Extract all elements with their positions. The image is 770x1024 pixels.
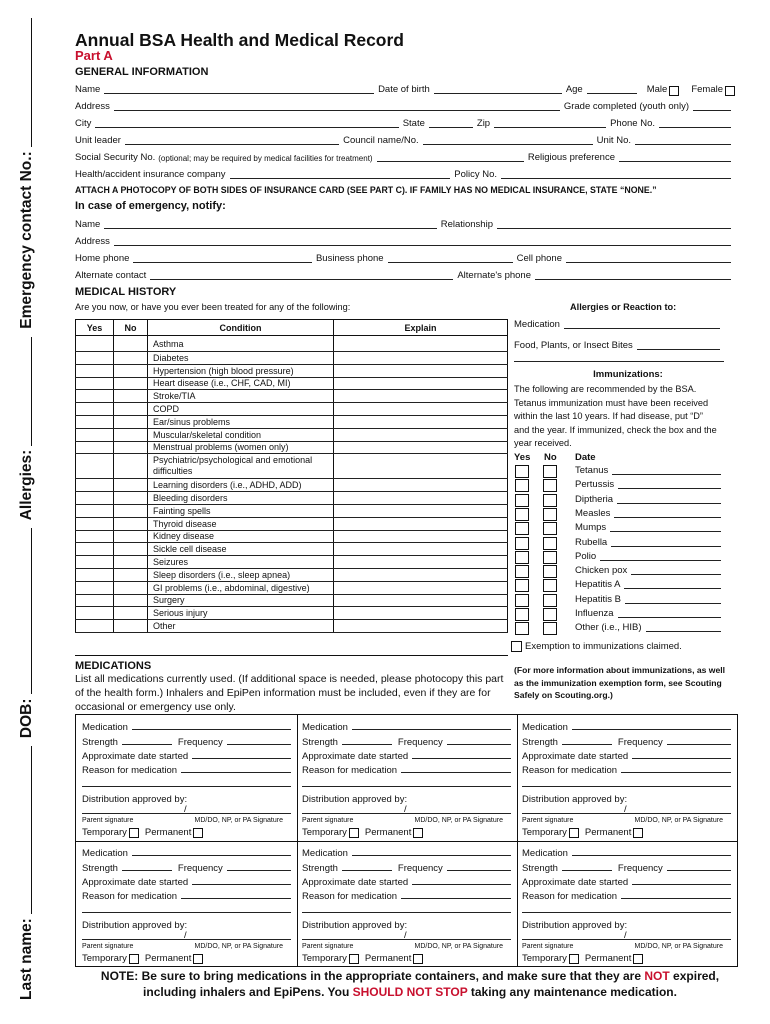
strength-field[interactable] [122, 744, 172, 745]
row-unit: Unit leader Council name/No. Unit No. [75, 133, 735, 147]
condition-yes-cell[interactable] [76, 543, 114, 556]
imm-yes-checkbox[interactable] [515, 594, 529, 607]
condition-row [76, 364, 508, 377]
strength-field[interactable] [342, 744, 392, 745]
temporary-checkbox[interactable] [569, 828, 579, 838]
condition-label: COPD [148, 403, 334, 416]
condition-no-cell[interactable] [114, 377, 148, 390]
condition-explain-cell[interactable] [334, 441, 508, 454]
date-started-field[interactable] [192, 884, 291, 885]
condition-label: Menstrual problems (women only) [148, 441, 334, 454]
imm-no-checkbox[interactable] [543, 465, 557, 478]
condition-no-cell[interactable] [114, 556, 148, 569]
unit-no-field[interactable] [635, 143, 731, 145]
row-ssn: Social Security No. (optional; may be required by medical facilities for treatment) Religious preference [75, 150, 735, 164]
imm-yes-checkbox[interactable] [515, 622, 529, 635]
imm-no-checkbox[interactable] [543, 508, 557, 521]
condition-yes-cell[interactable] [76, 594, 114, 607]
allergy-medication-field[interactable] [564, 327, 720, 329]
imm-no-checkbox[interactable] [543, 522, 557, 535]
medication-entry: Medication Strength Frequency Approximate date started Reason for medication Distribution approved by: / Parent signature MD/DO, NP, or PA Signature Temporary Permanent [76, 715, 297, 841]
imm-no-checkbox[interactable] [543, 579, 557, 592]
condition-explain-cell[interactable] [334, 517, 508, 530]
imm-info: (For more information about immunizations, as well as the immunization exemption form, see Scouting Safely on Scouting.org.) [514, 665, 726, 700]
policy-field[interactable] [501, 177, 731, 179]
condition-no-cell[interactable] [114, 581, 148, 594]
row-em-name: Name Relationship [75, 217, 735, 231]
reason-field[interactable] [621, 898, 731, 899]
condition-label: Fainting spells [148, 504, 334, 517]
imm-date-field[interactable] [612, 473, 721, 475]
date-started-field[interactable] [412, 884, 511, 885]
page-title: Annual BSA Health and Medical Record [75, 30, 404, 50]
condition-no-cell[interactable] [114, 336, 148, 352]
reason-extra-field[interactable] [522, 912, 731, 913]
reason-field[interactable] [401, 898, 511, 899]
imm-no-checkbox[interactable] [543, 608, 557, 621]
allergy-med-row: Medication [514, 317, 724, 331]
frequency-field[interactable] [447, 870, 511, 871]
imm-label: Tetanus [575, 465, 609, 476]
condition-label: Kidney disease [148, 530, 334, 543]
reason-extra-field[interactable] [302, 786, 511, 787]
medical-history-table [75, 319, 508, 633]
condition-row [76, 352, 508, 365]
address-field[interactable] [114, 109, 560, 111]
medication-entry: Medication Strength Frequency Approximate date started Reason for medication Distribution approved by: / Parent signature MD/DO, NP, or PA Signature Temporary Permanent [516, 841, 737, 967]
imm-date-field[interactable] [625, 602, 721, 604]
date-started-field[interactable] [632, 758, 731, 759]
condition-no-cell[interactable] [114, 530, 148, 543]
condition-no-cell[interactable] [114, 364, 148, 377]
grade-field[interactable] [693, 109, 731, 111]
medication-entry: Medication Strength Frequency Approximate date started Reason for medication Distribution approved by: / Parent signature MD/DO, NP, or PA Signature Temporary Permanent [516, 715, 737, 841]
unit-leader-field[interactable] [125, 143, 339, 145]
condition-row [76, 390, 508, 403]
condition-explain-cell[interactable] [334, 377, 508, 390]
permanent-checkbox[interactable] [193, 954, 203, 964]
col-condition: Condition [148, 320, 334, 336]
imm-date-field[interactable] [611, 545, 721, 547]
imm-yes-checkbox[interactable] [515, 465, 529, 478]
condition-label: Learning disorders (i.e., ADHD, ADD) [148, 479, 334, 492]
ssn-field[interactable] [377, 160, 524, 162]
imm-no-checkbox[interactable] [543, 537, 557, 550]
row-name: Name Date of birth Age Male Female [75, 82, 735, 96]
em-alt-contact-field[interactable] [150, 278, 453, 280]
condition-no-cell[interactable] [114, 454, 148, 479]
imm-yes-checkbox[interactable] [515, 608, 529, 621]
strength-field[interactable] [562, 744, 612, 745]
imm-no-checkbox[interactable] [543, 594, 557, 607]
condition-label: Bleeding disorders [148, 492, 334, 505]
condition-yes-cell[interactable] [76, 390, 114, 403]
condition-no-cell[interactable] [114, 415, 148, 428]
footer-note: NOTE: Be sure to bring medications in the appropriate containers, and make sure that they are NOT expired, including inhalers and EpiPens. You SHOULD NOT STOP taking any maintenance medication. [100, 969, 720, 999]
condition-row [76, 581, 508, 594]
permanent-checkbox[interactable] [633, 828, 643, 838]
condition-yes-cell[interactable] [76, 479, 114, 492]
medication-name-field[interactable] [572, 855, 731, 856]
condition-yes-cell[interactable] [76, 620, 114, 633]
condition-explain-cell[interactable] [334, 492, 508, 505]
condition-no-cell[interactable] [114, 390, 148, 403]
reason-field[interactable] [181, 898, 291, 899]
condition-label: Ear/sinus problems [148, 415, 334, 428]
condition-yes-cell[interactable] [76, 415, 114, 428]
religious-field[interactable] [619, 160, 731, 162]
medication-name-field[interactable] [572, 729, 731, 730]
date-started-field[interactable] [412, 758, 511, 759]
condition-label: GI problems (i.e., abdominal, digestive) [148, 581, 334, 594]
condition-yes-cell[interactable] [76, 607, 114, 620]
permanent-checkbox[interactable] [633, 954, 643, 964]
condition-no-cell[interactable] [114, 517, 148, 530]
condition-no-cell[interactable] [114, 428, 148, 441]
imm-no-checkbox[interactable] [543, 622, 557, 635]
attach-note: ATTACH A PHOTOCOPY OF BOTH SIDES OF INSURANCE CARD (SEE PART C). IF FAMILY HAS NO MEDICAL INSURANCE, STATE “NONE.” [75, 185, 657, 195]
condition-label: Sleep disorders (i.e., sleep apnea) [148, 568, 334, 581]
medication-name-field[interactable] [352, 729, 511, 730]
imm-date-field[interactable] [624, 587, 721, 589]
permanent-checkbox[interactable] [193, 828, 203, 838]
condition-no-cell[interactable] [114, 352, 148, 365]
row-em-phones: Home phone Business phone Cell phone [75, 251, 735, 265]
emergency-heading: In case of emergency, notify: [75, 200, 226, 212]
imm-label: Rubella [575, 536, 608, 548]
reason-extra-field[interactable] [82, 912, 291, 913]
imm-col-headers [514, 452, 739, 463]
condition-yes-cell[interactable] [76, 441, 114, 454]
condition-label: Surgery [148, 594, 334, 607]
condition-row [76, 492, 508, 505]
condition-label: Other [148, 620, 334, 633]
history-question: Are you now, or have you ever been treated for any of the following: [75, 302, 351, 312]
condition-explain-cell[interactable] [334, 607, 508, 620]
medication-name-field[interactable] [132, 729, 291, 730]
frequency-field[interactable] [667, 870, 731, 871]
condition-label: Psychiatric/psychological and emotional difficulties [148, 454, 334, 479]
imm-label: Diptheria [575, 493, 614, 505]
temporary-checkbox[interactable] [569, 954, 579, 964]
insurance-field[interactable] [230, 177, 451, 179]
permanent-checkbox[interactable] [413, 828, 423, 838]
row-insurance: Health/accident insurance company Policy No. [75, 167, 735, 181]
row-address: Address Grade completed (youth only) [75, 99, 735, 113]
condition-explain-cell[interactable] [334, 479, 508, 492]
condition-yes-cell[interactable] [76, 504, 114, 517]
row-em-alt: Alternate contact Alternate's phone [75, 268, 735, 282]
condition-label: Serious injury [148, 607, 334, 620]
imm-no-checkbox[interactable] [543, 479, 557, 492]
condition-no-cell[interactable] [114, 403, 148, 416]
city-field[interactable] [95, 126, 398, 128]
frequency-field[interactable] [227, 744, 291, 745]
condition-explain-cell[interactable] [334, 504, 508, 517]
row-city: City State Zip Phone No. [75, 116, 735, 130]
imm-yes-checkbox[interactable] [515, 494, 529, 507]
col-no: No [114, 320, 148, 336]
condition-row [76, 441, 508, 454]
condition-yes-cell[interactable] [76, 530, 114, 543]
exemption-label: Exemption to immunizations claimed. [525, 641, 682, 652]
medication-entry: Medication Strength Frequency Approximate date started Reason for medication Distribution approved by: / Parent signature MD/DO, NP, or PA Signature Temporary Permanent [296, 841, 517, 967]
condition-yes-cell[interactable] [76, 556, 114, 569]
imm-no-checkbox[interactable] [543, 551, 557, 564]
condition-no-cell[interactable] [114, 607, 148, 620]
condition-row [76, 403, 508, 416]
last-name-label: Last name: [18, 918, 35, 1000]
imm-yes-checkbox[interactable] [515, 537, 529, 550]
strength-field[interactable] [562, 870, 612, 871]
condition-no-cell[interactable] [114, 492, 148, 505]
imm-date-field[interactable] [631, 573, 721, 575]
dob-label: DOB: [18, 698, 35, 739]
imm-date-field[interactable] [617, 502, 721, 504]
temporary-checkbox[interactable] [349, 954, 359, 964]
condition-explain-cell[interactable] [334, 352, 508, 365]
condition-no-cell[interactable] [114, 620, 148, 633]
medication-entry: Medication Strength Frequency Approximate date started Reason for medication Distribution approved by: / Parent signature MD/DO, NP, or PA Signature Temporary Permanent [296, 715, 517, 841]
condition-label: Muscular/skeletal condition [148, 428, 334, 441]
condition-yes-cell[interactable] [76, 377, 114, 390]
imm-date-field[interactable] [614, 516, 721, 518]
reason-field[interactable] [181, 772, 291, 773]
medication-entry: Medication Strength Frequency Approximate date started Reason for medication Distribution approved by: / Parent signature MD/DO, NP, or PA Signature Temporary Permanent [76, 841, 297, 967]
condition-label: Stroke/TIA [148, 390, 334, 403]
imm-yes-checkbox[interactable] [515, 551, 529, 564]
imm-yes-checkbox[interactable] [515, 522, 529, 535]
condition-yes-cell[interactable] [76, 492, 114, 505]
immunizations-text: The following are recommended by the BSA. Tetanus immunization must have been received within the last 10 years. If had disease, put “D” and the year. If immunized, check the box and the year received. [514, 384, 717, 448]
council-field[interactable] [423, 143, 593, 145]
condition-explain-cell[interactable] [334, 403, 508, 416]
condition-row [76, 336, 508, 352]
strength-field[interactable] [342, 870, 392, 871]
condition-label: Heart disease (i.e., CHF, CAD, MI) [148, 377, 334, 390]
state-field[interactable] [429, 126, 473, 128]
date-started-field[interactable] [192, 758, 291, 759]
condition-yes-cell[interactable] [76, 581, 114, 594]
female-checkbox[interactable] [725, 86, 735, 96]
medications-text: List all medications currently used. (If additional space is needed, please photocopy this part of the health form.) Inhalers and EpiPen information must be included, even if they are for occasional or emergency use only. [75, 673, 504, 713]
condition-label: Sickle cell disease [148, 543, 334, 556]
frequency-field[interactable] [447, 744, 511, 745]
condition-row [76, 607, 508, 620]
imm-no-checkbox[interactable] [543, 494, 557, 507]
condition-label: Asthma [148, 336, 334, 352]
history-heading: MEDICAL HISTORY [75, 286, 177, 298]
condition-yes-cell[interactable] [76, 428, 114, 441]
imm-label: Polio [575, 550, 597, 562]
imm-date-field[interactable] [618, 616, 721, 618]
allergy-food-row: Food, Plants, or Insect Bites [514, 338, 724, 352]
em-home-phone-field[interactable] [133, 261, 312, 263]
em-alt-phone-field[interactable] [535, 278, 731, 280]
imm-date-field[interactable] [646, 630, 721, 632]
condition-label: Seizures [148, 556, 334, 569]
em-cell-phone-field[interactable] [566, 261, 731, 263]
condition-row [76, 517, 508, 530]
condition-no-cell[interactable] [114, 543, 148, 556]
reason-field[interactable] [621, 772, 731, 773]
dob-field[interactable] [434, 92, 562, 94]
condition-row [76, 377, 508, 390]
condition-row [76, 594, 508, 607]
imm-label: Measles [575, 507, 611, 519]
emergency-contact-label: Emergency contact No.: [18, 151, 35, 329]
condition-yes-cell[interactable] [76, 352, 114, 365]
condition-row [76, 556, 508, 569]
imm-label: Other (i.e., HIB) [575, 622, 642, 634]
condition-explain-cell[interactable] [334, 594, 508, 607]
temporary-checkbox[interactable] [129, 828, 139, 838]
general-heading: GENERAL INFORMATION [75, 66, 209, 78]
condition-row [76, 530, 508, 543]
condition-explain-cell[interactable] [334, 364, 508, 377]
condition-yes-cell[interactable] [76, 568, 114, 581]
condition-explain-cell[interactable] [334, 428, 508, 441]
imm-label: Chicken pox [575, 565, 628, 577]
imm-yes-checkbox[interactable] [515, 565, 529, 578]
condition-no-cell[interactable] [114, 568, 148, 581]
condition-row [76, 428, 508, 441]
imm-label: Hepatitis B [575, 593, 621, 605]
condition-no-cell[interactable] [114, 441, 148, 454]
imm-no-checkbox[interactable] [543, 565, 557, 578]
allergy-food-field[interactable] [637, 348, 720, 350]
reason-extra-field[interactable] [522, 786, 731, 787]
male-checkbox[interactable] [669, 86, 679, 96]
temporary-checkbox[interactable] [349, 828, 359, 838]
zip-field[interactable] [494, 126, 606, 128]
col-explain: Explain [334, 320, 508, 336]
condition-explain-cell[interactable] [334, 556, 508, 569]
condition-explain-cell[interactable] [334, 581, 508, 594]
medication-grid [75, 714, 738, 967]
permanent-checkbox[interactable] [413, 954, 423, 964]
condition-row [76, 504, 508, 517]
condition-yes-cell[interactable] [76, 364, 114, 377]
condition-explain-cell[interactable] [334, 530, 508, 543]
condition-row [76, 543, 508, 556]
medications-heading: MEDICATIONS [75, 660, 152, 672]
reason-field[interactable] [401, 772, 511, 773]
imm-label: Pertussis [575, 479, 615, 491]
condition-label: Diabetes [148, 352, 334, 365]
allergies-heading: Allergies or Reaction to: [570, 302, 677, 312]
phone-field[interactable] [659, 126, 731, 128]
condition-row [76, 479, 508, 492]
frequency-field[interactable] [667, 744, 731, 745]
reason-extra-field[interactable] [82, 786, 291, 787]
imm-yes-checkbox[interactable] [515, 508, 529, 521]
age-field[interactable] [587, 92, 637, 94]
imm-col-yes: Yes [514, 452, 531, 463]
imm-label: Influenza [575, 608, 614, 619]
condition-row [76, 415, 508, 428]
em-address-field[interactable] [114, 244, 731, 246]
imm-yes-checkbox[interactable] [515, 479, 529, 492]
condition-explain-cell[interactable] [334, 454, 508, 479]
imm-yes-checkbox[interactable] [515, 579, 529, 592]
condition-row [76, 454, 508, 479]
condition-no-cell[interactable] [114, 594, 148, 607]
name-field[interactable] [104, 92, 374, 94]
condition-explain-cell[interactable] [334, 543, 508, 556]
em-business-phone-field[interactable] [388, 261, 513, 263]
condition-explain-cell[interactable] [334, 415, 508, 428]
condition-row [76, 568, 508, 581]
em-name-field[interactable] [104, 227, 436, 229]
condition-explain-cell[interactable] [334, 336, 508, 352]
allergy-extra-line[interactable] [514, 361, 724, 362]
condition-yes-cell[interactable] [76, 517, 114, 530]
imm-date-field[interactable] [600, 559, 721, 561]
row-em-address: Address [75, 234, 735, 248]
em-relationship-field[interactable] [497, 227, 731, 229]
imm-date-field[interactable] [610, 530, 721, 532]
condition-explain-cell[interactable] [334, 568, 508, 581]
temporary-checkbox[interactable] [129, 954, 139, 964]
condition-yes-cell[interactable] [76, 336, 114, 352]
dob-line[interactable] [31, 528, 32, 694]
condition-no-cell[interactable] [114, 479, 148, 492]
imm-label: Hepatitis A [575, 579, 621, 591]
imm-label: Mumps [575, 522, 607, 534]
part-label: Part A [75, 48, 113, 63]
imm-date-field[interactable] [618, 487, 721, 489]
reason-extra-field[interactable] [302, 912, 511, 913]
date-started-field[interactable] [632, 884, 731, 885]
condition-yes-cell[interactable] [76, 454, 114, 479]
immunizations-heading: Immunizations: [593, 369, 663, 380]
imm-col-no: No [544, 452, 557, 463]
col-yes: Yes [76, 320, 114, 336]
imm-col-date: Date [575, 452, 596, 463]
last-name-line[interactable] [31, 746, 32, 914]
frequency-field[interactable] [227, 870, 291, 871]
condition-yes-cell[interactable] [76, 403, 114, 416]
medication-name-field[interactable] [132, 855, 291, 856]
allergies-line[interactable] [31, 337, 32, 446]
strength-field[interactable] [122, 870, 172, 871]
condition-no-cell[interactable] [114, 504, 148, 517]
table-bottom [75, 655, 508, 656]
exemption-checkbox[interactable] [511, 641, 522, 652]
medication-name-field[interactable] [352, 855, 511, 856]
sidebar-fields [12, 10, 36, 1000]
condition-explain-cell[interactable] [334, 620, 508, 633]
allergies-label: Allergies: [18, 449, 35, 521]
condition-explain-cell[interactable] [334, 390, 508, 403]
emergency-contact-line[interactable] [31, 18, 32, 147]
condition-row [76, 620, 508, 633]
condition-label: Hypertension (high blood pressure) [148, 364, 334, 377]
condition-label: Thyroid disease [148, 517, 334, 530]
